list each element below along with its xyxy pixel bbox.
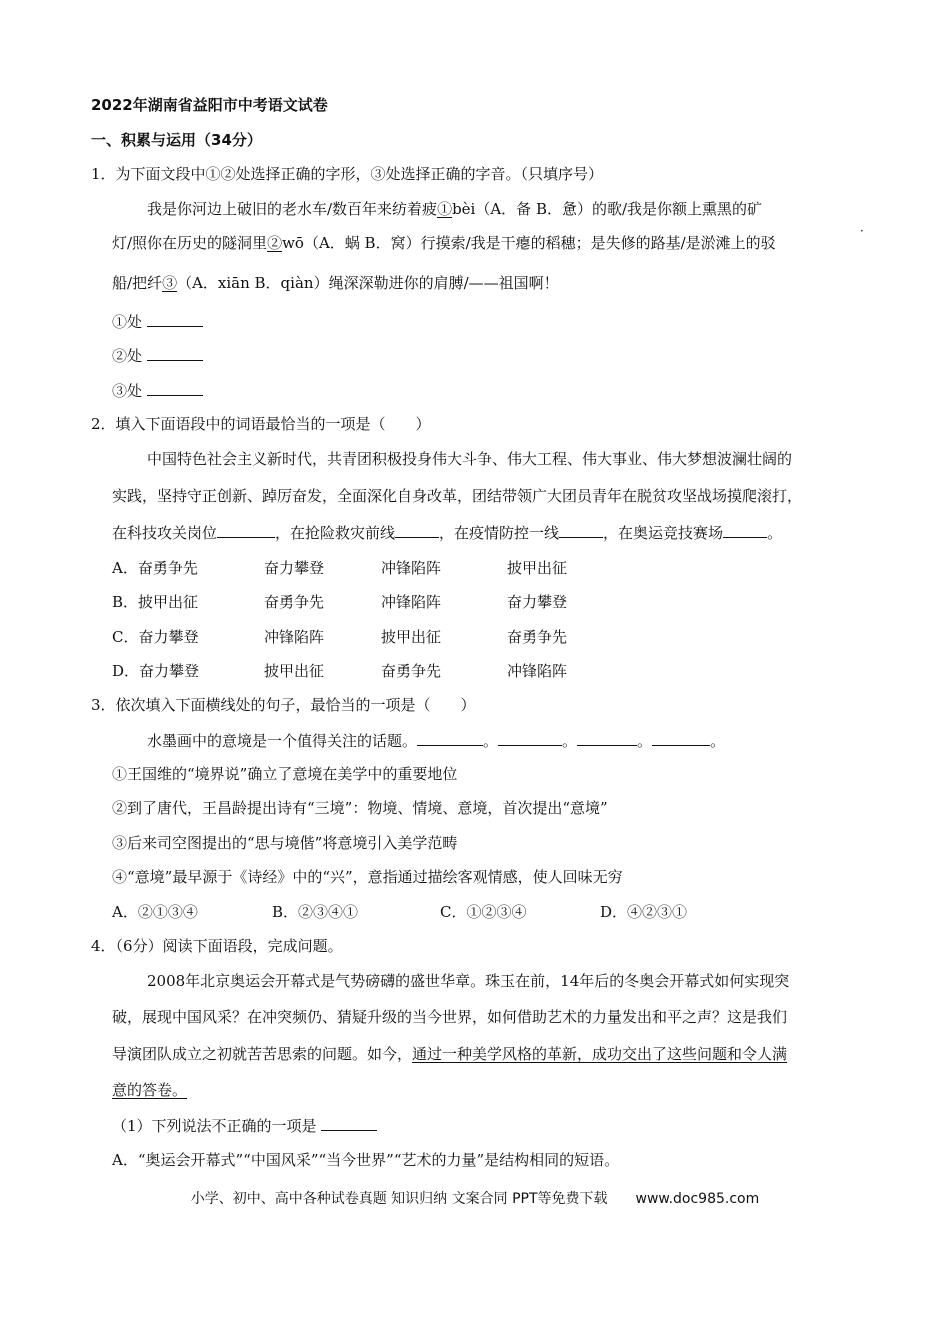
q4-stem: 4．（6分）阅读下面语段，完成问题。 <box>91 937 343 955</box>
q4-passage-line1: 2008年北京奥运会开幕式是气势磅礴的盛世华章。珠玉在前，14年后的冬奥会开幕式如何实现突 <box>147 972 790 990</box>
q3-blank-3[interactable] <box>577 730 637 746</box>
q3-passage: 水墨画中的意境是一个值得关注的话题。 。 。 。 。 <box>147 732 726 750</box>
q2-option-d-1[interactable]: D．奋力攀登 <box>112 662 200 680</box>
emphasis-dot: · <box>860 224 864 238</box>
q2-option-a-1[interactable]: A．奋勇争先 <box>112 559 198 577</box>
q4-passage-line4: 意的答卷。 <box>112 1081 188 1099</box>
q1-stem: 1．为下面文段中①②处选择正确的字形，③处选择正确的字音。（只填序号） <box>91 165 604 183</box>
q2-option-a-2: 奋力攀登 <box>264 559 325 577</box>
q3-sentence-1: ①王国维的“境界说”确立了意境在美学中的重要地位 <box>112 765 458 783</box>
q4-option-a[interactable]: A．“奥运会开幕式”“中国风采”“当今世界”“艺术的力量”是结构相同的短语。 <box>112 1151 620 1169</box>
q2-blank-1[interactable] <box>217 522 275 538</box>
q2-option-a-4: 披甲出征 <box>507 559 568 577</box>
q3-option-a[interactable]: A．②①③④ <box>112 903 198 921</box>
q3-option-b[interactable]: B．②③④① <box>272 903 359 921</box>
q4-sub1: （1）下列说法不正确的一项是 <box>112 1115 377 1136</box>
q2-option-c-1[interactable]: C．奋力攀登 <box>112 628 199 646</box>
q3-blank-4[interactable] <box>652 730 710 746</box>
q2-option-c-2: 冲锋陷阵 <box>264 628 325 646</box>
answer-blank-3[interactable] <box>147 380 203 396</box>
q2-option-b-4: 奋力攀登 <box>507 593 568 611</box>
q2-blank-4[interactable] <box>723 522 767 538</box>
page-title: 2022年湖南省益阳市中考语文试卷 <box>91 96 328 114</box>
section-heading: 一、积累与运用（34分） <box>91 131 262 149</box>
q3-stem: 3．依次填入下面横线处的句子，最恰当的一项是（ ） <box>91 696 476 714</box>
q2-option-d-3: 奋勇争先 <box>381 662 442 680</box>
marker-1: ① <box>437 200 453 218</box>
q2-blank-3[interactable] <box>559 522 603 538</box>
q3-blank-2[interactable] <box>498 730 562 746</box>
q2-option-d-4: 冲锋陷阵 <box>507 662 568 680</box>
q4-answer-blank[interactable] <box>321 1115 377 1131</box>
q3-sentence-4: ④“意境”最早源于《诗经》中的“兴”，意指通过描绘客观情感，使人回味无穷 <box>112 868 623 886</box>
answer-blank-1[interactable] <box>147 311 203 327</box>
q3-option-c[interactable]: C．①②③④ <box>440 903 527 921</box>
q2-option-d-2: 披甲出征 <box>264 662 325 680</box>
q3-option-d[interactable]: D．④②③① <box>600 903 688 921</box>
q2-passage-line1: 中国特色社会主义新时代，共青团积极投身伟大斗争、伟大工程、伟大事业、伟大梦想波澜壮阔的 <box>147 450 793 468</box>
q2-option-b-3: 冲锋陷阵 <box>381 593 442 611</box>
q1-passage-line1: 我是你河边上破旧的老水车/数百年来纺着疲①bèi（A．备 B．惫）的歌/我是你额上熏黑的矿 <box>147 200 763 218</box>
q3-sentence-2: ②到了唐代，王昌龄提出诗有“三境”：物境、情境、意境，首次提出“意境” <box>112 799 608 817</box>
marker-2: ② <box>267 234 283 252</box>
q2-option-b-1[interactable]: B．披甲出征 <box>112 593 199 611</box>
q3-sentence-3: ③后来司空图提出的“思与境偕”将意境引入美学范畴 <box>112 834 458 852</box>
q2-option-c-4: 奋勇争先 <box>507 628 568 646</box>
answer-blank-2[interactable] <box>147 345 203 361</box>
q4-passage-line2: 破，展现中国风采？在冲突频仍、猜疑升级的当今世界，如何借助艺术的力量发出和平之声？这是我们 <box>112 1008 788 1026</box>
q2-option-c-3: 披甲出征 <box>381 628 442 646</box>
q1-passage-line3: 船/把纤③（A．xiān B．qiàn）绳深深勒进你的肩膊/——祖国啊！ <box>112 274 559 292</box>
page-footer: 小学、初中、高中各种试卷真题 知识归纳 文案合同 PPT等免费下载 www.doc985.com <box>190 1191 760 1207</box>
q2-option-a-3: 冲锋陷阵 <box>381 559 442 577</box>
q2-passage-line2: 实践，坚持守正创新、踔厉奋发，全面深化自身改革，团结带领广大团员青年在脱贫攻坚战场摸爬滚打， <box>112 487 803 505</box>
q2-blank-2[interactable] <box>395 522 439 538</box>
q1-answer-2: ②处 <box>112 345 203 366</box>
q4-passage-line3: 导演团队成立之初就苦苦思索的问题。如今，通过一种美学风格的革新，成功交出了这些问题和令人满 <box>112 1045 788 1063</box>
q3-blank-1[interactable] <box>417 730 483 746</box>
q2-option-b-2: 奋勇争先 <box>264 593 325 611</box>
q1-answer-1: ①处 <box>112 311 203 332</box>
q4-underlined-sentence: 通过一种美学风格的革新，成功交出了这些问题和令人满 <box>412 1045 788 1063</box>
q2-stem: 2．填入下面语段中的词语最恰当的一项是（ ） <box>91 415 431 433</box>
q1-passage-line2: 灯/照你在历史的隧洞里②wō（A．蜗 B．窝）行摸索/我是干瘪的稻穗；是失修的路基/是淤滩上的驳 <box>112 234 776 252</box>
marker-3: ③ <box>162 274 178 292</box>
q1-answer-3: ③处 <box>112 380 203 401</box>
q2-passage-line3: 在科技攻关岗位 ，在抢险救灾前线 ，在疫情防控一线 ，在奥运竞技赛场 。 <box>112 524 783 542</box>
